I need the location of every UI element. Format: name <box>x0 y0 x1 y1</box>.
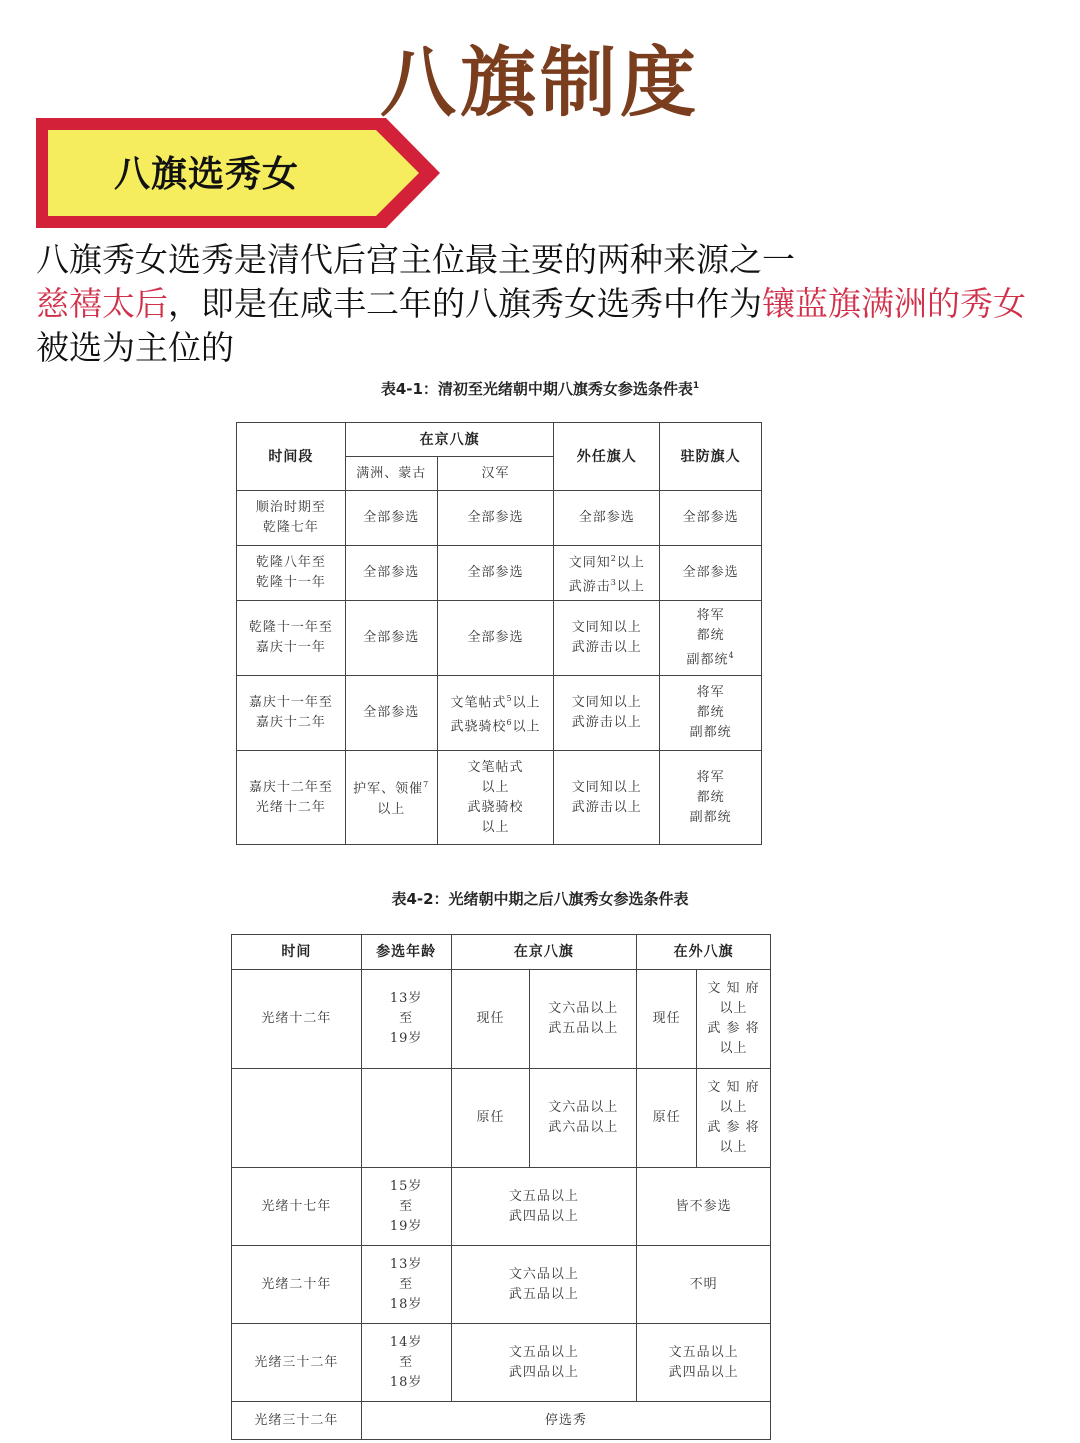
table2 <box>231 934 771 1440</box>
header-age: 参选年龄 <box>361 935 451 970</box>
banner-label: 八旗选秀女 <box>114 154 300 195</box>
intro-paragraph <box>36 238 1046 370</box>
page-title: 八旗制度 <box>380 38 700 127</box>
table-row: 乾隆十一年至 嘉庆十一年 全部参选 全部参选 文同知以上 武游击以上 将军 都统 副都统$^4$ <box>237 601 762 676</box>
table1-caption: 表4-1：清初至光绪朝中期八旗秀女参选条件表$^1$ <box>380 380 700 398</box>
table-row: 光绪二十年 13岁 至 18岁 文六品以上 武五品以上 不明 <box>232 1246 771 1324</box>
header-garrison: 驻防旗人 <box>660 423 762 491</box>
header-period: 时间段 <box>237 423 346 491</box>
header-time: 时间 <box>232 935 362 970</box>
highlight-banner: 镶蓝旗满洲的秀女 <box>762 284 1026 323</box>
table-row: 光绪十二年 13岁 至 19岁 现任 文六品以上 武五品以上 现任 文 知 府 以上 武 参 将 以上 <box>232 970 771 1069</box>
table-row: 嘉庆十二年至 光绪十二年 护军、领催$^7$ 以上 文笔帖式 以上 武骁骑校 以上 文同知以上 武游击以上 将军 都统 副都统 <box>237 751 762 845</box>
table-row: 光绪三十二年 停选秀 <box>232 1402 771 1440</box>
table-row: 原任 文六品以上 武六品以上 原任 文 知 府 以上 武 参 将 以上 <box>232 1069 771 1168</box>
section-banner <box>36 118 440 228</box>
header-han: 汉军 <box>437 457 554 491</box>
header-in-capital: 在京八旗 <box>345 423 554 457</box>
header-outside-official: 外任旗人 <box>554 423 660 491</box>
table-row: 乾隆八年至 乾隆十一年 全部参选 全部参选 文同知$^2$以上 武游击$^3$以上 全部参选 <box>237 546 762 601</box>
header-in-capital: 在京八旗 <box>451 935 637 970</box>
table1 <box>236 422 762 845</box>
highlight-cixi: 慈禧太后 <box>36 284 168 323</box>
header-manchu-mongol: 满洲、蒙古 <box>345 457 437 491</box>
table2-caption: 表4-2：光绪朝中期之后八旗秀女参选条件表 <box>391 890 689 908</box>
table-row: 光绪三十二年 14岁 至 18岁 文五品以上 武四品以上 文五品以上 武四品以上 <box>232 1324 771 1402</box>
header-outside: 在外八旗 <box>637 935 771 970</box>
intro-line-2: 慈禧太后，即是在咸丰二年的八旗秀女选秀中作为镶蓝旗满洲的秀女被选为主位的 <box>36 284 1026 367</box>
table-row: 顺治时期至 乾隆七年 全部参选 全部参选 全部参选 全部参选 <box>237 491 762 546</box>
table-row: 光绪十七年 15岁 至 19岁 文五品以上 武四品以上 皆不参选 <box>232 1168 771 1246</box>
intro-line-1: 八旗秀女选秀是清代后宫主位最主要的两种来源之一 <box>36 240 795 279</box>
table-row: 嘉庆十一年至 嘉庆十二年 全部参选 文笔帖式$^5$以上 武骁骑校$^6$以上 文同知以上 武游击以上 将军 都统 副都统 <box>237 676 762 751</box>
